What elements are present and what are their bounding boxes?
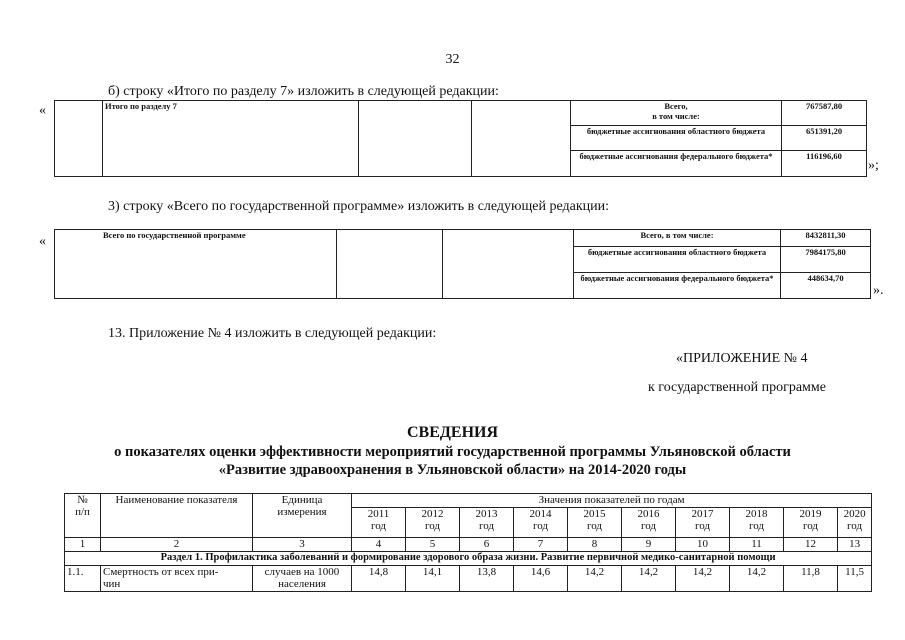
row-label: Всего по государственной программе <box>55 230 337 299</box>
value-cell: 14,1 <box>406 566 460 592</box>
row-label: Итого по разделу 7 <box>103 101 359 177</box>
cell-empty <box>472 101 571 177</box>
regional-budget-label: бюджетные ассигнования областного бюджета <box>574 247 781 273</box>
cell-empty <box>55 101 103 177</box>
index-cell: 1 <box>65 538 101 552</box>
index-cell: 9 <box>622 538 676 552</box>
appendix-subtitle: к государственной программе <box>648 380 826 395</box>
year-header: 2014 год <box>514 508 568 538</box>
appendix-title: «ПРИЛОЖЕНИЕ № 4 <box>676 351 808 366</box>
year-header: 2016 год <box>622 508 676 538</box>
close-quote-2: ». <box>873 283 884 298</box>
cell-empty <box>359 101 472 177</box>
index-cell: 12 <box>784 538 838 552</box>
year-header: 2015 год <box>568 508 622 538</box>
row-name: Смертность от всех при- чин <box>101 566 253 592</box>
federal-budget-label: бюджетные ассигнования федерального бюджета* <box>571 151 782 177</box>
index-cell: 3 <box>253 538 352 552</box>
total-label: Всего, в том числе: <box>571 101 782 126</box>
header-unit: Единица измерения <box>253 494 352 538</box>
index-cell: 11 <box>730 538 784 552</box>
year-header: 2012 год <box>406 508 460 538</box>
federal-budget-value: 448634,70 <box>781 273 871 299</box>
row-num: 1.1. <box>65 566 101 592</box>
year-header: 2018 год <box>730 508 784 538</box>
value-cell: 14,2 <box>676 566 730 592</box>
cell-empty <box>337 230 443 299</box>
document-heading: СВЕДЕНИЯ <box>406 424 499 441</box>
index-cell: 6 <box>460 538 514 552</box>
paragraph-13: 13. Приложение № 4 изложить в следующей редакции: <box>108 326 437 341</box>
year-header: 2019 год <box>784 508 838 538</box>
index-cell: 10 <box>676 538 730 552</box>
open-quote-2: « <box>39 234 46 249</box>
total-label: Всего, в том числе: <box>574 230 781 247</box>
value-cell: 14,2 <box>568 566 622 592</box>
value-cell: 14,2 <box>622 566 676 592</box>
value-cell: 14,8 <box>352 566 406 592</box>
section7-total-table <box>54 100 867 177</box>
year-header: 2011 год <box>352 508 406 538</box>
row-unit: случаев на 1000 населения <box>253 566 352 592</box>
index-cell: 7 <box>514 538 568 552</box>
index-cell: 13 <box>838 538 872 552</box>
header-values: Значения показателей по годам <box>352 494 872 508</box>
value-cell: 13,8 <box>460 566 514 592</box>
index-cell: 8 <box>568 538 622 552</box>
page-number: 32 <box>445 52 460 67</box>
paragraph-b: б) строку «Итого по разделу 7» изложить в следующей редакции: <box>108 84 499 99</box>
indicators-table <box>64 493 872 592</box>
index-cell: 5 <box>406 538 460 552</box>
federal-budget-value: 116196,60 <box>782 151 867 177</box>
paragraph-3: 3) строку «Всего по государственной программе» изложить в следующей редакции: <box>108 199 610 214</box>
cell-empty <box>443 230 574 299</box>
header-name: Наименование показателя <box>101 494 253 538</box>
close-quote-1: »; <box>868 158 879 173</box>
value-cell: 14,2 <box>730 566 784 592</box>
federal-budget-label: бюджетные ассигнования федерального бюджета* <box>574 273 781 299</box>
document-subheading-2: «Развитие здравоохранения в Ульяновской области» на 2014-2020 годы <box>218 462 687 478</box>
document-subheading-1: о показателях оценки эффективности мероприятий государственной программы Ульяновской области <box>114 444 791 460</box>
open-quote-1: « <box>39 103 46 118</box>
value-cell: 11,8 <box>784 566 838 592</box>
header-num: № п/п <box>65 494 101 538</box>
year-header: 2020 год <box>838 508 872 538</box>
section-row: Раздел 1. Профилактика заболеваний и формирование здорового образа жизни. Развитие первичной медико-санитарной помощи <box>65 552 872 566</box>
year-header: 2017 год <box>676 508 730 538</box>
total-value: 8432811,30 <box>781 230 871 247</box>
regional-budget-value: 651391,20 <box>782 126 867 151</box>
total-value: 767587,80 <box>782 101 867 126</box>
year-header: 2013 год <box>460 508 514 538</box>
program-total-table <box>54 229 871 299</box>
value-cell: 14,6 <box>514 566 568 592</box>
index-cell: 4 <box>352 538 406 552</box>
index-cell: 2 <box>101 538 253 552</box>
regional-budget-label: бюджетные ассигнования областного бюджета <box>571 126 782 151</box>
value-cell: 11,5 <box>838 566 872 592</box>
regional-budget-value: 7984175,80 <box>781 247 871 273</box>
